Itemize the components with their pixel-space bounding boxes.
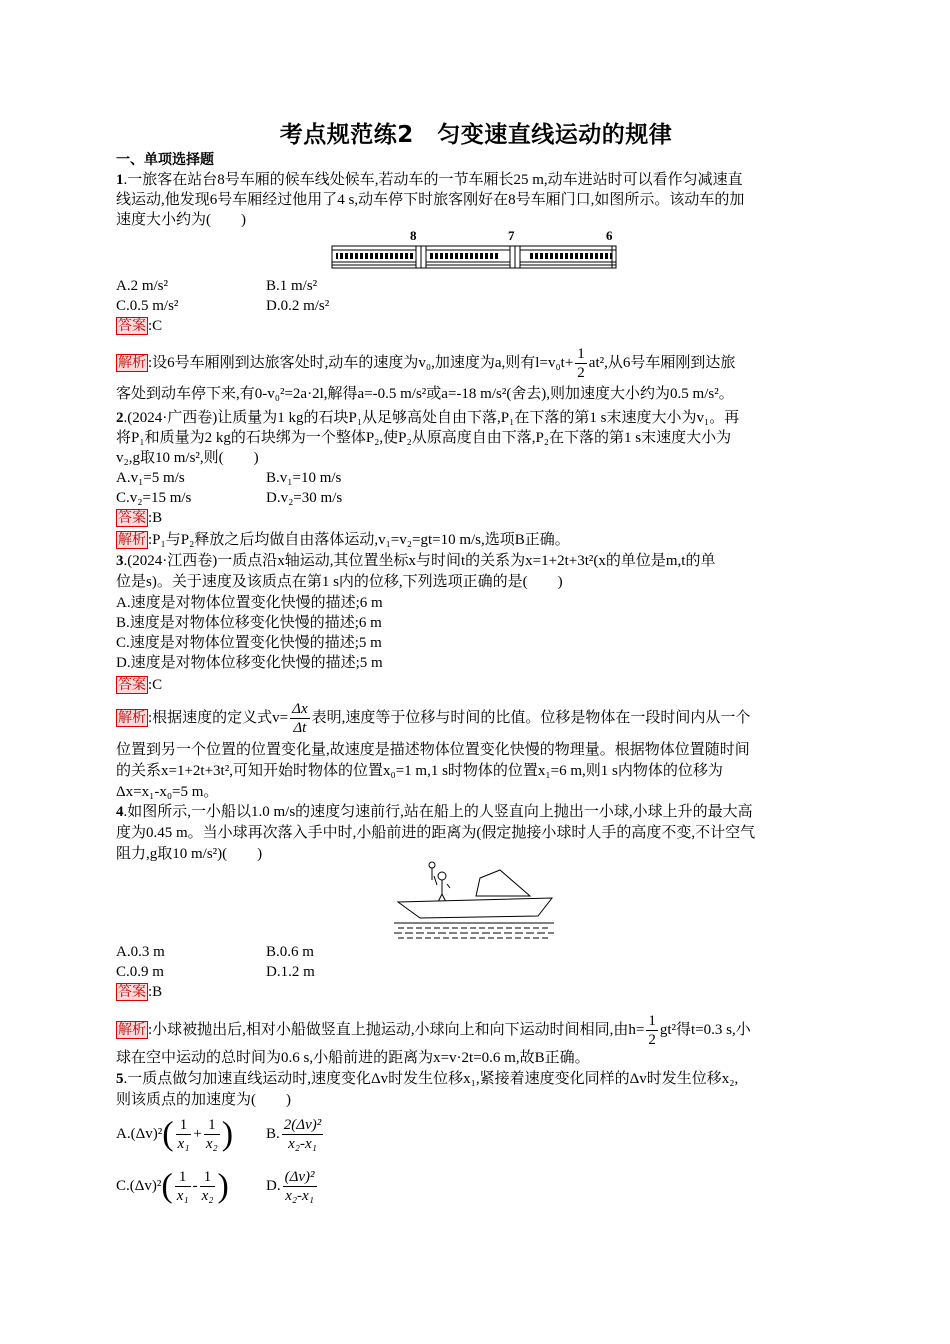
q1-analysis-line2: 客处到动车停下来,有0-v₀²=2a·2l,解得a=-0.5 m/s²或a=-18 m/s²(舍去),则加速度大小约为0.5 m/s²。: [116, 386, 734, 402]
q3-analysis-line1: 解析 :根据速度的定义式v= $\frac{\Delta x}{\Delta t}$ 表明,速度等于位移与时间的比值。位移是物体在一段时间内从一个: [118, 701, 751, 736]
boat-figure: [390, 858, 560, 942]
q4-analysis-line2: 球在空中运动的总时间为0.6 s,小船前进的距离为x=v·2t=0.6 m,故B正确。: [116, 1050, 590, 1066]
q1-line3: 速度大小约为( ): [116, 212, 246, 228]
q4-analysis-line1: 解析 :小球被抛出后,相对小船做竖直上抛运动,小球向上和向下运动时间相同,由h= $\frac{1}{2}$ gt²得t=0.3 s,小: [118, 1013, 751, 1048]
q5-option-c: C.(Δv)²( $\frac{1}{\text{x₁}}$ - $\frac{1}{\text{x₂}}$ ): [116, 1167, 229, 1205]
q3-option-a: A.速度是对物体位置变化快慢的描述;6 m: [116, 595, 383, 611]
q1-options-row2: C.0.5 m/s² D.0.2 m/s²: [116, 298, 330, 314]
car-label-6: 6: [606, 228, 613, 243]
q3-option-b: B.速度是对物体位移变化快慢的描述;6 m: [116, 615, 382, 631]
section-heading: 一、单项选择题: [116, 152, 214, 168]
q4-answer: 答案 :B: [118, 984, 163, 1000]
q1-options-row1: A.2 m/s² B.1 m/s²: [116, 278, 318, 294]
q3-line1: 3.(2024·江西卷)一质点沿x轴运动,其位置坐标x与时间t的关系为x=1+2t+3t²(x的单位是m,t的单: [116, 553, 716, 569]
q3-option-c: C.速度是对物体位置变化快慢的描述;5 m: [116, 635, 382, 651]
q1-analysis-line1: 解析 :设6号车厢刚到达旅客处时,动车的速度为v₀,加速度为a,则有l=v₀t+ $\frac{1}{2}$ at²,从6号车厢刚到达旅: [118, 346, 736, 381]
q3-answer: 答案 :C: [118, 677, 163, 693]
car-label-7: 7: [508, 228, 515, 243]
q1-line2: 线运动,他发现6号车厢经过他用了4 s,动车停下时旅客刚好在8号车厢门口,如图所示。该动车的加: [116, 192, 745, 208]
q3-line2: 位是s)。关于速度及该质点在第1 s内的位移,下列选项正确的是( ): [116, 574, 563, 590]
q4-options-row1: A.0.3 m B.0.6 m: [116, 944, 314, 960]
q5-line1: 5.一质点做匀加速直线运动时,速度变化Δv时发生位移x₁,紧接着速度变化同样的Δv时发生位移x₂,: [116, 1071, 739, 1087]
q4-line1: 4.如图所示,一小船以1.0 m/s的速度匀速前行,站在船上的人竖直向上抛出一小球,小球上升的最大高: [116, 804, 753, 820]
q4-options-row2: C.0.9 m D.1.2 m: [116, 964, 315, 980]
q1-answer: 答案 :C: [118, 318, 163, 334]
q2-options-row1: A.v₁=5 m/s B.v₁=10 m/s: [116, 470, 342, 486]
q2-line1: 2.(2024·广西卷)让质量为1 kg的石块P₁从足够高处自由下落,P₁在下落的第1 s末速度大小为v₁。再: [116, 410, 740, 426]
q5-option-d: D. $\frac{\text{(Δv)²}}{\text{x₂-x₁}}$: [266, 1169, 315, 1205]
q5-option-a: A.(Δv)²( $\frac{1}{\text{x₁}}$ + $\frac{1}{\text{x₂}}$ ): [116, 1115, 234, 1153]
q3-analysis-line2: 位置到另一个位置的位置变化量,故速度是描述物体位置变化快慢的物理量。根据物体位置随时间: [116, 742, 750, 758]
q2-line2: 将P₁和质量为2 kg的石块绑为一个整体P₂,使P₂从原高度自由下落,P₂在下落的第1 s末速度大小为: [116, 430, 732, 446]
q3-analysis-line4: Δx=x₁-x₀=5 m。: [116, 784, 219, 800]
q2-analysis: 解析 :P₁与P₂释放之后均做自由落体运动,v₁=v₂=gt=10 m/s,选项B正确。: [118, 532, 570, 548]
q5-option-b: B. $\frac{\text{2(Δv)²}}{\text{x₂-x₁}}$: [266, 1117, 322, 1153]
q2-options-row2: C.v₂=15 m/s D.v₂=30 m/s: [116, 490, 343, 506]
q2-line3: v₂,g取10 m/s²,则( ): [116, 450, 259, 466]
train-figure: [330, 228, 620, 272]
q4-line2: 度为0.45 m。当小球再次落入手中时,小船前进的距离为(假定抛接小球时人手的高度不变,不计空气: [116, 825, 756, 841]
q5-line2: 则该质点的加速度为( ): [116, 1092, 291, 1108]
q3-analysis-line3: 的关系x=1+2t+3t²,可知开始时物体的位置x₀=1 m,1 s时物体的位置x₁=6 m,则1 s内物体的位移为: [116, 763, 723, 779]
q3-option-d: D.速度是对物体位移变化快慢的描述;5 m: [116, 655, 383, 671]
q2-answer: 答案 :B: [118, 510, 163, 526]
q1-line1: 1.一旅客在站台8号车厢的候车线处候车,若动车的一节车厢长25 m,动车进站时可以看作匀减速直: [116, 172, 743, 188]
page-title: 考点规范练2 匀变速直线运动的规律: [279, 122, 673, 148]
q4-line3: 阻力,g取10 m/s²)( ): [116, 846, 263, 862]
car-label-8: 8: [410, 228, 417, 243]
